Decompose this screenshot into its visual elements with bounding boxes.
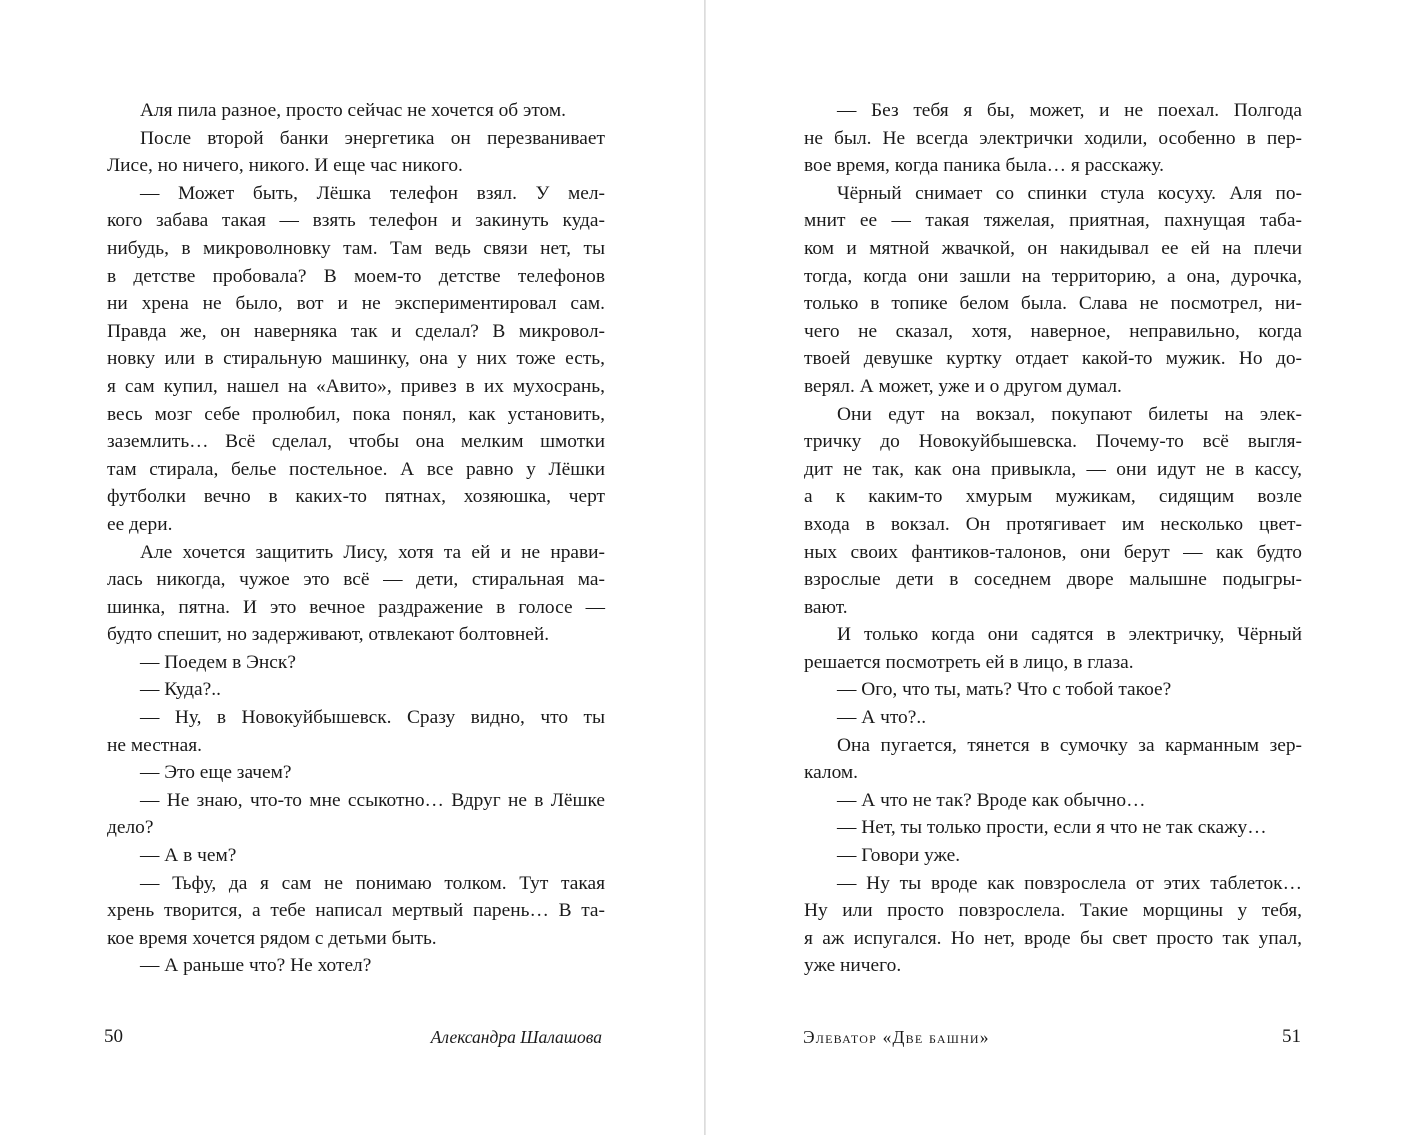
text-line: — А что не так? Вроде как обычно…	[837, 789, 1146, 811]
text-line: Чёрный снимает со спинки стула косуху. Аля по-	[837, 182, 1302, 204]
text-line: После второй банки энергетика он перезванивает	[140, 127, 605, 149]
text-line: — Ого, что ты, мать? Что с тобой такое?	[837, 679, 1172, 701]
text-line: — Это еще зачем?	[140, 762, 292, 784]
text-line: Ну или просто повзрослела. Такие морщины у тебя,	[804, 900, 1302, 922]
text-line: не местная.	[107, 734, 203, 756]
text-line: взрослые дети в соседнем дворе малышне подыгры-	[804, 569, 1302, 591]
text-line: ком и мятной жвачкой, он накидывал ее ей на плечи	[804, 237, 1302, 259]
text-line: калом.	[804, 762, 859, 784]
text-line: — Ну ты вроде как повзрослела от этих таблеток…	[837, 872, 1302, 894]
text-line: ных своих фантиков-талонов, они берут — как будто	[804, 541, 1302, 563]
text-line: дит не так, как она привыкла, — они идут не в кассу,	[804, 458, 1302, 480]
text-line: ее дери.	[107, 513, 173, 535]
text-line: там стирала, белье постельное. А все равно у Лёшки	[107, 458, 605, 480]
running-head-author: Александра Шалашова	[430, 1027, 602, 1047]
text-line: — Не знаю, что-то мне ссыкотно… Вдруг не в Лёшке	[140, 789, 605, 811]
text-line: только в топике белом была. Слава не посмотрел, ни-	[804, 293, 1302, 315]
right-page	[706, 0, 1410, 1135]
text-line: — Без тебя я бы, может, и не поехал. Полгода	[837, 100, 1302, 121]
page-number: 50	[104, 1026, 123, 1047]
text-line: — Тьфу, да я сам не понимаю толком. Тут такая	[140, 872, 605, 894]
text-line: — Нет, ты только прости, если я что не так скажу…	[837, 817, 1267, 839]
running-head-title: Элеватор «Две башни»	[803, 1027, 990, 1047]
text-line: я сам купил, нашел на «Авито», привез в их мухосрань,	[107, 375, 605, 397]
text-line: тричку до Новокуйбышевска. Почему-то всё выгля-	[804, 431, 1302, 453]
text-line: Лисе, но ничего, никого. И еще час никого.	[107, 155, 463, 177]
text-line: вают.	[804, 596, 848, 618]
right-page-footer	[803, 1024, 1301, 1054]
text-line: весь мозг себе пролюбил, пока понял, как установить,	[107, 403, 605, 425]
text-line: входа в вокзал. Он протягивает им несколько цвет-	[804, 513, 1302, 535]
text-line: а к каким-то хмурым мужикам, сидящим возле	[804, 486, 1302, 508]
left-page-body-text	[107, 97, 605, 980]
text-line: лась никогда, чужое это всё — дети, стиральная ма-	[107, 569, 605, 591]
text-line: нибудь, в микроволновку там. Там ведь связи нет, ты	[107, 237, 605, 259]
text-line: верял. А может, уже и о другом думал.	[804, 375, 1122, 397]
text-line: футболки вечно в каких-то пятнах, хозяюшка, черт	[107, 486, 605, 508]
text-line: шинка, пятна. И это вечное раздражение в голосе —	[107, 596, 605, 618]
text-line: не был. Не всегда электрички ходили, особенно в пер-	[804, 127, 1302, 149]
text-line: хрень творится, а тебе написал мертвый парень… В та-	[107, 900, 605, 922]
text-line: — Куда?..	[140, 679, 221, 701]
text-line: уже ничего.	[804, 955, 902, 977]
text-line: кого забава такая — взять телефон и закинуть куда-	[107, 210, 605, 232]
text-line: — А что?..	[837, 707, 927, 729]
text-line: — Ну, в Новокуйбышевск. Сразу видно, что ты	[140, 707, 605, 729]
text-line: чего не сказал, хотя, наверное, неправильно, когда	[804, 320, 1302, 342]
text-line: тогда, когда они зашли на территорию, а она, дурочка,	[804, 265, 1302, 287]
text-line: И только когда они садятся в электричку, Чёрный	[837, 624, 1302, 646]
text-line: заземлить… Всё сделал, чтобы она мелким шмотки	[107, 431, 605, 453]
text-line: — А раньше что? Не хотел?	[140, 955, 372, 977]
text-line: ни хрена не было, вот и не экспериментировал сам.	[107, 293, 605, 315]
text-line: вое время, когда паника была… я расскажу.	[804, 155, 1164, 177]
text-line: — Может быть, Лёшка телефон взял. У мел-	[140, 182, 605, 204]
text-line: Правда же, он наверняка так и сделал? В микровол-	[107, 320, 605, 342]
text-line: — Поедем в Энск?	[140, 651, 296, 673]
text-line: твоей девушке куртку отдает какой-то мужик. Но до-	[804, 348, 1302, 370]
text-line: — Говори уже.	[837, 845, 961, 867]
text-line: будто спешит, но задерживают, отвлекают болтовней.	[107, 624, 550, 646]
text-line: Она пугается, тянется в сумочку за карманным зер-	[837, 734, 1302, 756]
text-line: в детстве пробовала? В моем-то детстве телефонов	[107, 265, 605, 287]
text-line: я аж испугался. Но нет, вроде бы свет просто так упал,	[804, 927, 1302, 949]
text-line: кое время хочется рядом с детьми быть.	[107, 927, 437, 949]
text-line: новку или в стиральную машинку, она у них тоже есть,	[107, 348, 605, 370]
text-line: Але хочется защитить Лису, хотя та ей и не нрави-	[140, 541, 605, 563]
left-page-footer	[104, 1024, 602, 1054]
text-line: Они едут на вокзал, покупают билеты на элек-	[837, 403, 1302, 425]
text-line: дело?	[107, 817, 154, 839]
text-line: мнит ее — такая тяжелая, приятная, пахнущая таба-	[804, 210, 1302, 232]
text-line: — А в чем?	[140, 845, 237, 867]
text-line: решается посмотреть ей в лицо, в глаза.	[804, 651, 1134, 673]
right-page-body-text	[804, 97, 1302, 980]
page-number: 51	[1282, 1026, 1301, 1047]
text-line: Аля пила разное, просто сейчас не хочется об этом.	[140, 100, 566, 121]
